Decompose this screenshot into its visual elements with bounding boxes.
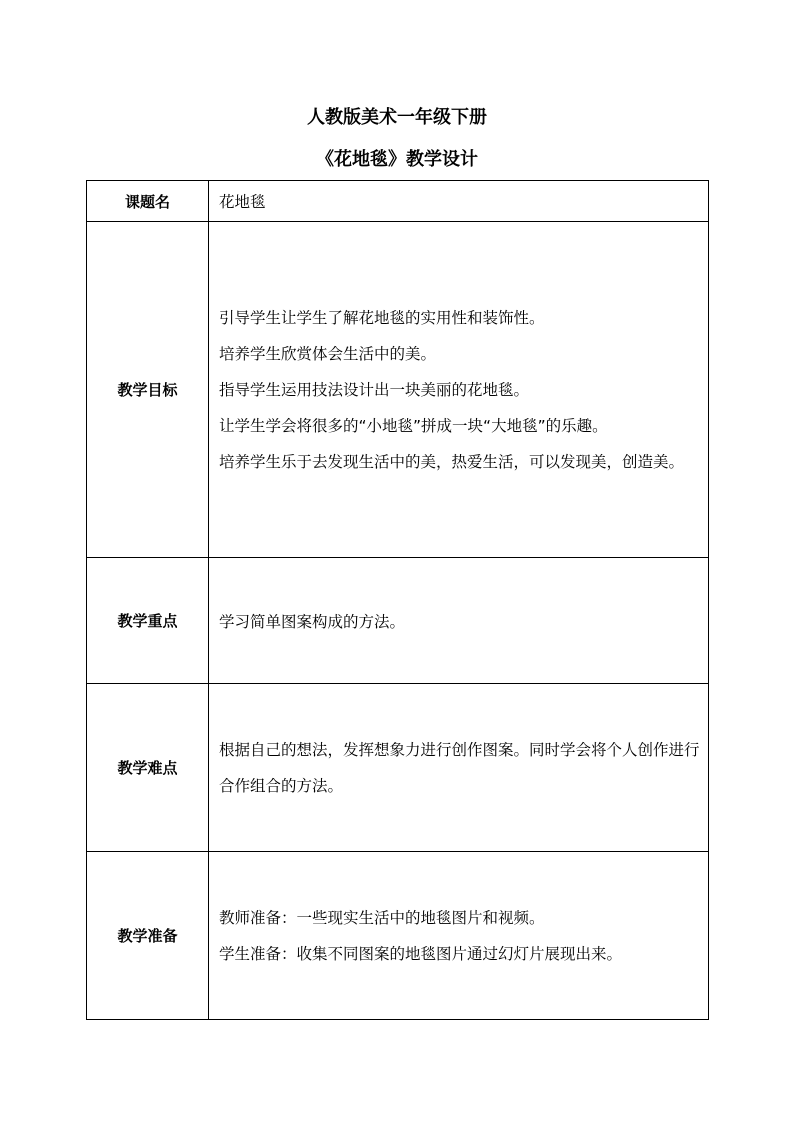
value-key-points: 学习简单图案构成的方法。 (209, 558, 709, 684)
label-lesson-name: 课题名 (87, 181, 209, 222)
label-key-points: 教学重点 (87, 558, 209, 684)
table-row-difficulties (87, 684, 709, 852)
label-difficulties: 教学难点 (87, 684, 209, 852)
label-teaching-goals: 教学目标 (87, 222, 209, 558)
preparation-line: 教师准备：一些现实生活中的地毯图片和视频。 (219, 908, 545, 927)
goal-line: 引导学生让学生了解花地毯的实用性和装饰性。 (219, 308, 545, 327)
goal-line: 指导学生运用技法设计出一块美丽的花地毯。 (219, 380, 530, 399)
table-row-teaching-goals (87, 222, 709, 558)
teaching-goals-cell (209, 222, 709, 558)
preparation-cell (209, 852, 709, 1020)
goal-line: 培养学生欣赏体会生活中的美。 (219, 344, 437, 363)
label-preparation: 教学准备 (87, 852, 209, 1020)
value-lesson-name: 花地毯 (209, 181, 709, 222)
difficulties-cell (209, 684, 709, 852)
table-row-key-points (87, 558, 709, 684)
goal-line: 培养学生乐于去发现生活中的美，热爱生活，可以发现美，创造美。 (219, 452, 685, 471)
goal-line: 让学生学会将很多的“小地毯”拼成一块“大地毯”的乐趣。 (219, 416, 608, 435)
document-subtitle: 《花地毯》教学设计 (316, 149, 478, 170)
lesson-plan-table (86, 180, 709, 1020)
table-row-lesson-name (87, 181, 709, 222)
document-title: 人教版美术一年级下册 (307, 107, 487, 128)
table-row-preparation (87, 852, 709, 1020)
value-difficulties: 根据自己的想法，发挥想象力进行创作图案。同时学会将个人创作进行合作组合的方法。 (219, 740, 700, 795)
preparation-line: 学生准备：收集不同图案的地毯图片通过幻灯片展现出来。 (219, 944, 623, 963)
